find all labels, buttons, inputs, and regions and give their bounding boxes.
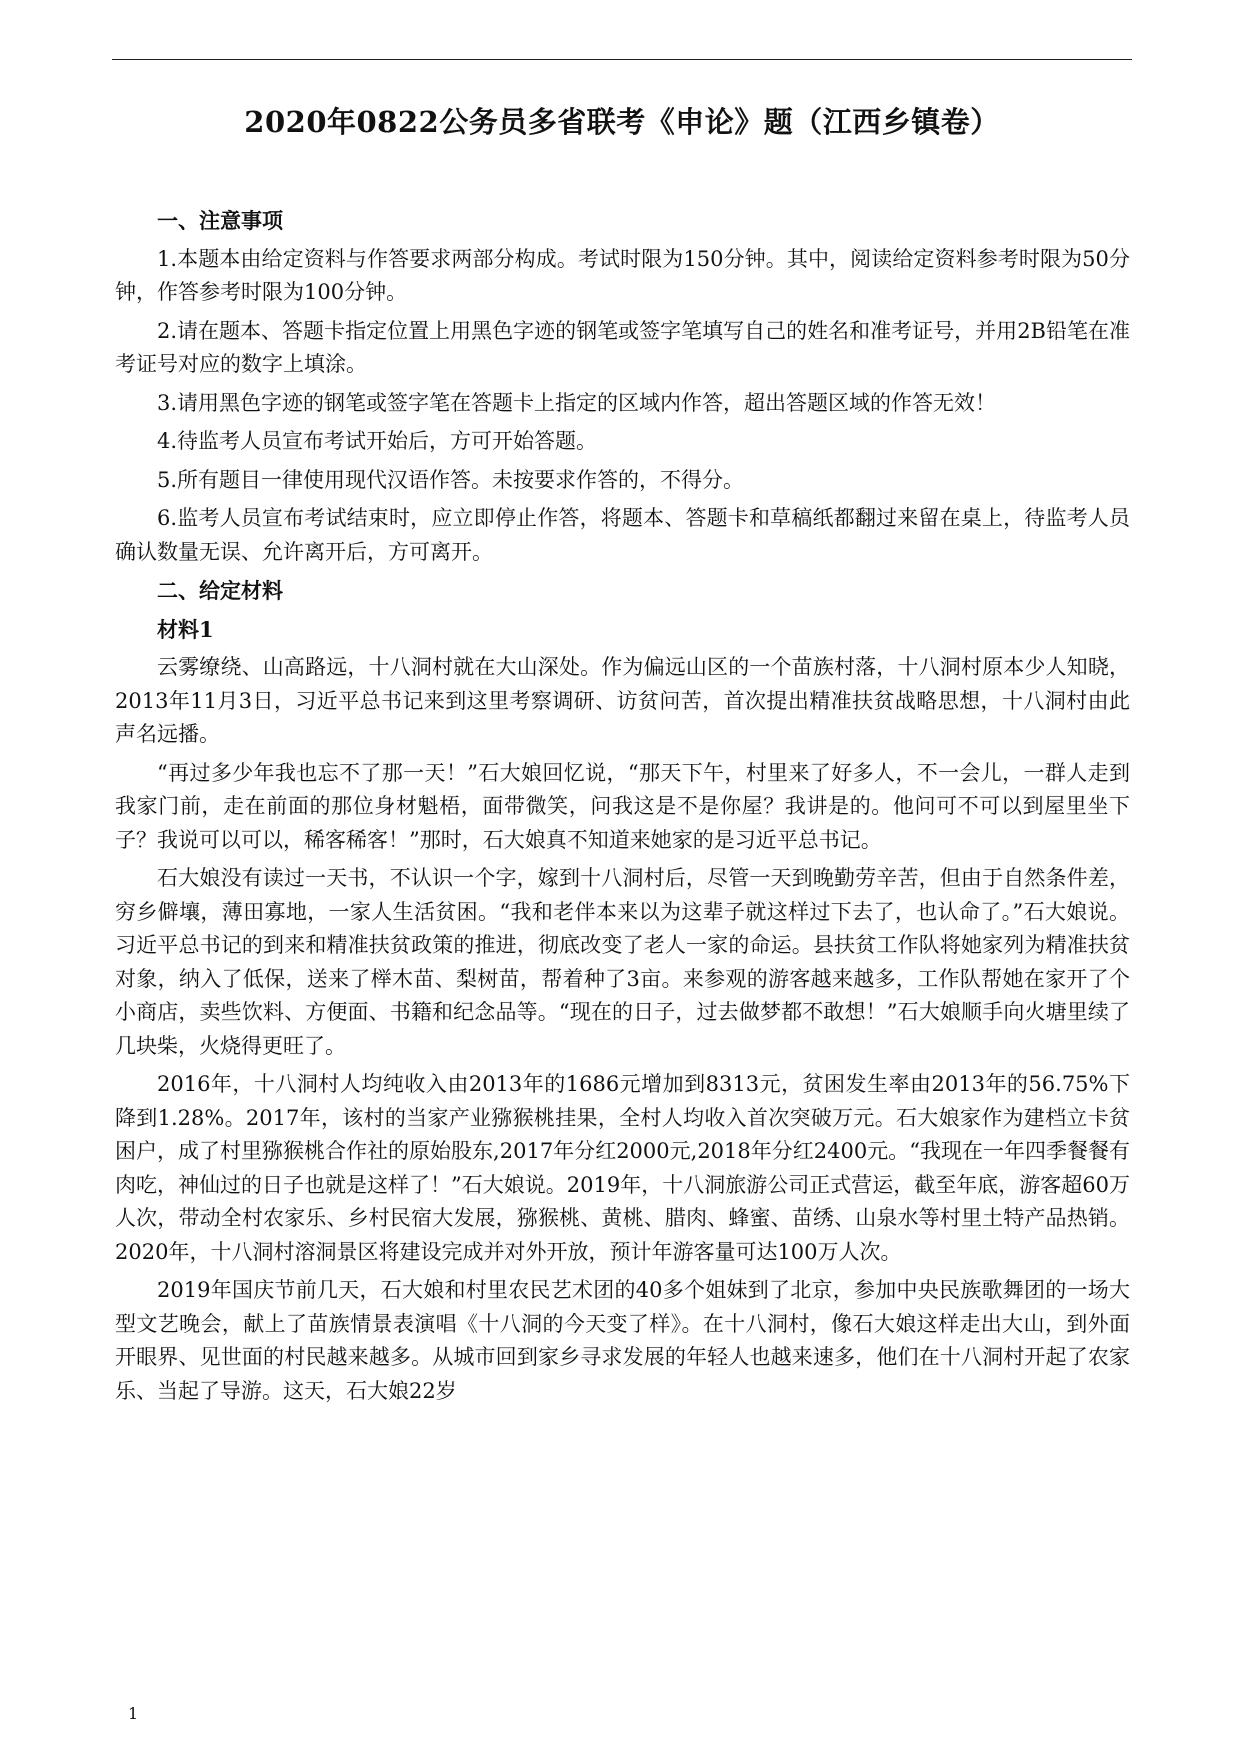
- material-paragraph: 2016年，十八洞村人均纯收入由2013年的1686元增加到8313元，贫困发生率由2013年的56.75%下降到1.28%。2017年，该村的当家产业猕猴桃挂果，全村人均收入首次突破万元。石大娘家作为建档立卡贫困户，成了村里猕猴桃合作社的原始股东,2017年分红2000元,2018年分红2400元。“我现在一年四季餐餐有肉吃，神仙过的日子也就是这样了！”石大娘说。2019年，十八洞旅游公司正式营运，截至年底，游客超60万人次，带动全村农家乐、乡村民宿大发展，猕猴桃、黄桃、腊肉、蜂蜜、苗绣、山泉水等村里土特产品热销。2020年，十八洞村溶洞景区将建设完成并对外开放，预计年游客量可达100万人次。: [115, 1072, 1130, 1264]
- notice-item: 3.请用黑色字迹的钢笔或签字笔在答题卡上指定的区域内作答，超出答题区域的作答无效！: [157, 390, 997, 415]
- material-paragraph: 2019年国庆节前几天，石大娘和村里农民艺术团的40多个姐妹到了北京，参加中央民族歌舞团的一场大型文艺晚会，献上了苗族情景表演唱《十八洞的今天变了样》。在十八洞村，像石大娘这样走出大山，到外面开眼界、见世面的村民越来越多。从城市回到家乡寻求发展的年轻人也越来速多，他们在十八洞村开起了农家乐、当起了导游。这天，石大娘22岁: [115, 1278, 1130, 1403]
- page-number: 1: [128, 1704, 139, 1723]
- header-rule: [112, 59, 1132, 60]
- notice-item: 6.监考人员宣布考试结束时，应立即停止作答，将题本、答题卡和草稿纸都翻过来留在桌上，待监考人员确认数量无误、允许离开后，方可离开。: [115, 506, 1130, 564]
- material-paragraph: 云雾缭绕、山高路远，十八洞村就在大山深处。作为偏远山区的一个苗族村落，十八洞村原本少人知晓，2013年11月3日，习近平总书记来到这里考察调研、访贫问苦，首次提出精准扶贫战略思想，十八洞村由此声名远播。: [115, 655, 1130, 746]
- section-heading-materials: 二、给定材料: [157, 578, 283, 603]
- material-paragraph: “再过多少年我也忘不了那一天！”石大娘回忆说，“那天下午，村里来了好多人，不一会儿，一群人走到我家门前，走在前面的那位身材魁梧，面带微笑，问我这是不是你屋？我讲是的。他问可不可以到屋里坐下子？我说可以可以，稀客稀客！”那时，石大娘真不知道来她家的是习近平总书记。: [115, 760, 1130, 852]
- section-heading-notice: 一、注意事项: [157, 208, 283, 233]
- document-title: 2020年0822公务员多省联考《申论》题（江西乡镇卷）: [244, 105, 1000, 139]
- notice-item: 5.所有题目一律使用现代汉语作答。未按要求作答的，不得分。: [157, 467, 745, 492]
- document-body: [115, 204, 1130, 1413]
- material-heading: 材料1: [157, 616, 214, 642]
- notice-item: 2.请在题本、答题卡指定位置上用黑色字迹的钢笔或签字笔填写自己的姓名和准考证号，并用2B铅笔在准考证号对应的数字上填涂。: [115, 318, 1130, 376]
- material-paragraph: 石大娘没有读过一天书，不认识一个字，嫁到十八洞村后，尽管一天到晚勤劳辛苦，但由于自然条件差，穷乡僻壤，薄田寡地，一家人生活贫困。“我和老伴本来以为这辈子就这样过下去了，也认命了。”石大娘说。习近平总书记的到来和精准扶贫政策的推进，彻底改变了老人一家的命运。县扶贫工作队将她家列为精准扶贫对象，纳入了低保，送来了榉木苗、梨树苗，帮着种了3亩。来参观的游客越来越多，工作队帮她在家开了个小商店，卖些饮料、方便面、书籍和纪念品等。“现在的日子，过去做梦都不敢想！”石大娘顺手向火塘里续了几块柴，火烧得更旺了。: [115, 866, 1130, 1058]
- notice-item: 4.待监考人员宣布考试开始后，方可开始答题。: [157, 429, 598, 453]
- notice-item: 1.本题本由给定资料与作答要求两部分构成。考试时限为150分钟。其中，阅读给定资料参考时限为50分钟，作答参考时限为100分钟。: [115, 246, 1130, 304]
